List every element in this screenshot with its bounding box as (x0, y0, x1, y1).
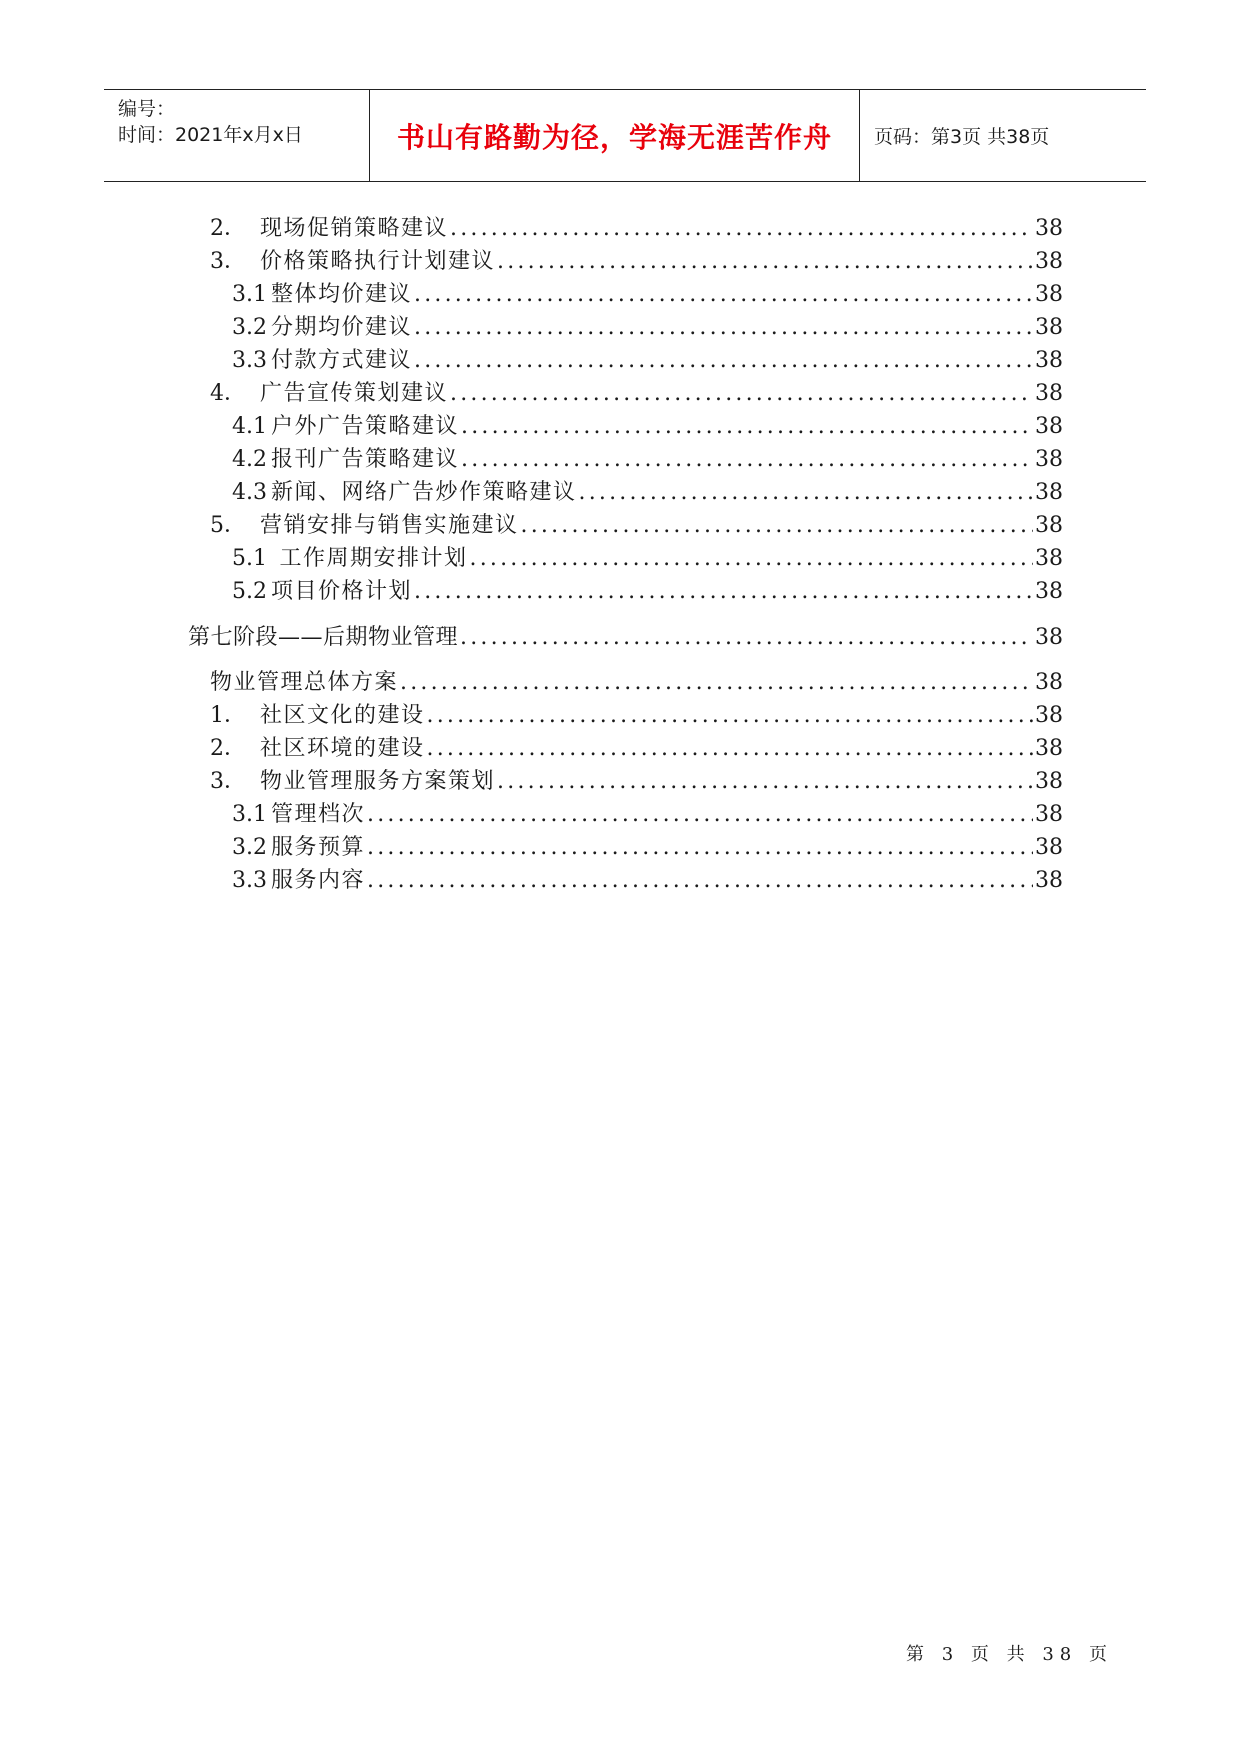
toc-leader-dots (579, 477, 1033, 509)
toc-entry-number: 4.3 (232, 480, 267, 505)
header-meta-cell (104, 90, 370, 181)
toc-entry-number: 5.2 (232, 579, 267, 604)
toc-entry-title: 价格策略执行计划建议 (260, 249, 496, 274)
toc-entry-number: 1． (210, 703, 246, 728)
toc-entry (232, 865, 1063, 897)
document-number-label: 编号： (118, 98, 176, 120)
toc-entry-number: 3． (210, 249, 246, 274)
toc-entry-number: 3． (210, 769, 246, 794)
toc-entry-page: 38 (1035, 216, 1063, 241)
toc-entry-title: 广告宣传策划建议 (260, 381, 449, 406)
toc-leader-dots (450, 378, 1033, 410)
toc-entry (232, 543, 1063, 575)
toc-entry (210, 766, 1063, 798)
toc-leader-dots (460, 622, 1033, 654)
toc-entry-page: 38 (1035, 414, 1063, 439)
toc-entry-number: 3.2 (232, 835, 267, 860)
toc-entry-page: 38 (1035, 249, 1063, 274)
toc-entry-title: 现场促销策略建议 (260, 216, 449, 241)
toc-entry-page: 38 (1035, 802, 1063, 827)
toc-leader-dots (414, 312, 1033, 344)
page-header (104, 89, 1146, 182)
toc-entry-title: 物业管理服务方案策划 (260, 769, 496, 794)
toc-entry-title: 管理档次 (271, 802, 366, 827)
header-motto: 书山有路勤为径，学海无涯苦作舟 (396, 120, 832, 154)
toc-entry-title: 物业管理总体方案 (210, 670, 399, 695)
toc-entry-title: 报刊广告策略建议 (271, 447, 460, 472)
toc-entry-number: 3.1 (232, 802, 267, 827)
toc-entry-page: 38 (1035, 670, 1063, 695)
toc-leader-dots (400, 667, 1033, 699)
toc-entry-page: 38 (1035, 769, 1063, 794)
toc-entry-page: 38 (1035, 546, 1063, 571)
toc-leader-dots (427, 700, 1033, 732)
toc-entry (210, 667, 1063, 699)
toc-entry (232, 799, 1063, 831)
toc-leader-dots (427, 733, 1033, 765)
toc-entry (232, 312, 1063, 344)
toc-entry (232, 832, 1063, 864)
toc-entry-number: 3.1 (232, 282, 267, 307)
toc-entry-title: 服务内容 (271, 868, 366, 893)
toc-entry-title: 户外广告策略建议 (271, 414, 460, 439)
toc-entry-page: 38 (1035, 282, 1063, 307)
toc-entry-page: 38 (1035, 625, 1063, 650)
toc-entry-number: 4.2 (232, 447, 267, 472)
toc-entry-page: 38 (1035, 381, 1063, 406)
toc-leader-dots (367, 865, 1033, 897)
toc-entry-page: 38 (1035, 703, 1063, 728)
toc-leader-dots (461, 411, 1033, 443)
toc-entry (232, 576, 1063, 608)
toc-entry-title: 社区环境的建设 (260, 736, 425, 761)
toc-leader-dots (470, 543, 1034, 575)
toc-leader-dots (497, 766, 1033, 798)
toc-entry (232, 345, 1063, 377)
toc-entry (232, 411, 1063, 443)
toc-entry-number: 2． (210, 736, 246, 761)
page-footer: 第 3 页 共 38 页 (906, 1644, 1113, 1665)
toc-entry-page: 38 (1035, 868, 1063, 893)
toc-entry (232, 279, 1063, 311)
toc-leader-dots (461, 444, 1033, 476)
toc-leader-dots (414, 279, 1033, 311)
toc-leader-dots (521, 510, 1033, 542)
document-time-label: 时间：2021年x月x日 (118, 124, 303, 146)
header-page-info: 页码：第3页 共38页 (874, 126, 1050, 148)
toc-leader-dots (367, 832, 1033, 864)
toc-entry-page: 38 (1035, 513, 1063, 538)
header-motto-cell (370, 90, 860, 181)
toc-entry-number: 4.1 (232, 414, 267, 439)
toc-entry (210, 510, 1063, 542)
toc-leader-dots (414, 345, 1033, 377)
toc-entry-number: 3.3 (232, 868, 267, 893)
toc-entry-number: 2． (210, 216, 246, 241)
toc-entry (232, 477, 1063, 509)
toc-entry (188, 622, 1063, 654)
toc-entry (210, 378, 1063, 410)
toc-leader-dots (414, 576, 1033, 608)
toc-entry-page: 38 (1035, 447, 1063, 472)
toc-entry-title: 社区文化的建设 (260, 703, 425, 728)
toc-entry-page: 38 (1035, 736, 1063, 761)
toc-entry-title: 新闻、网络广告炒作策略建议 (271, 480, 577, 505)
toc-entry-page: 38 (1035, 579, 1063, 604)
toc-entry-title: 付款方式建议 (271, 348, 413, 373)
toc-entry (210, 733, 1063, 765)
toc-entry-number: 4． (210, 381, 246, 406)
toc-leader-dots (450, 213, 1033, 245)
toc-leader-dots (497, 246, 1033, 278)
toc-entry (232, 444, 1063, 476)
toc-entry-title: 工作周期安排计划 (271, 546, 468, 571)
toc-leader-dots (367, 799, 1033, 831)
toc-entry-number: 3.2 (232, 315, 267, 340)
toc-entry-title: 整体均价建议 (271, 282, 413, 307)
toc-entry-title: 项目价格计划 (271, 579, 413, 604)
toc-entry-title: 营销安排与销售实施建议 (260, 513, 519, 538)
toc-entry-number: 5.1 (232, 546, 267, 571)
toc-entry-page: 38 (1035, 835, 1063, 860)
toc-entry-title: 服务预算 (271, 835, 366, 860)
toc-entry-number: 5． (210, 513, 246, 538)
toc-entry-page: 38 (1035, 315, 1063, 340)
toc-entry-title: 分期均价建议 (271, 315, 413, 340)
toc-entry (210, 700, 1063, 732)
toc-entry-number: 3.3 (232, 348, 267, 373)
toc-entry (210, 246, 1063, 278)
toc-entry-page: 38 (1035, 348, 1063, 373)
toc-entry (210, 213, 1063, 245)
toc-entry-page: 38 (1035, 480, 1063, 505)
toc-entry-title: 第七阶段——后期物业管理 (188, 625, 459, 650)
